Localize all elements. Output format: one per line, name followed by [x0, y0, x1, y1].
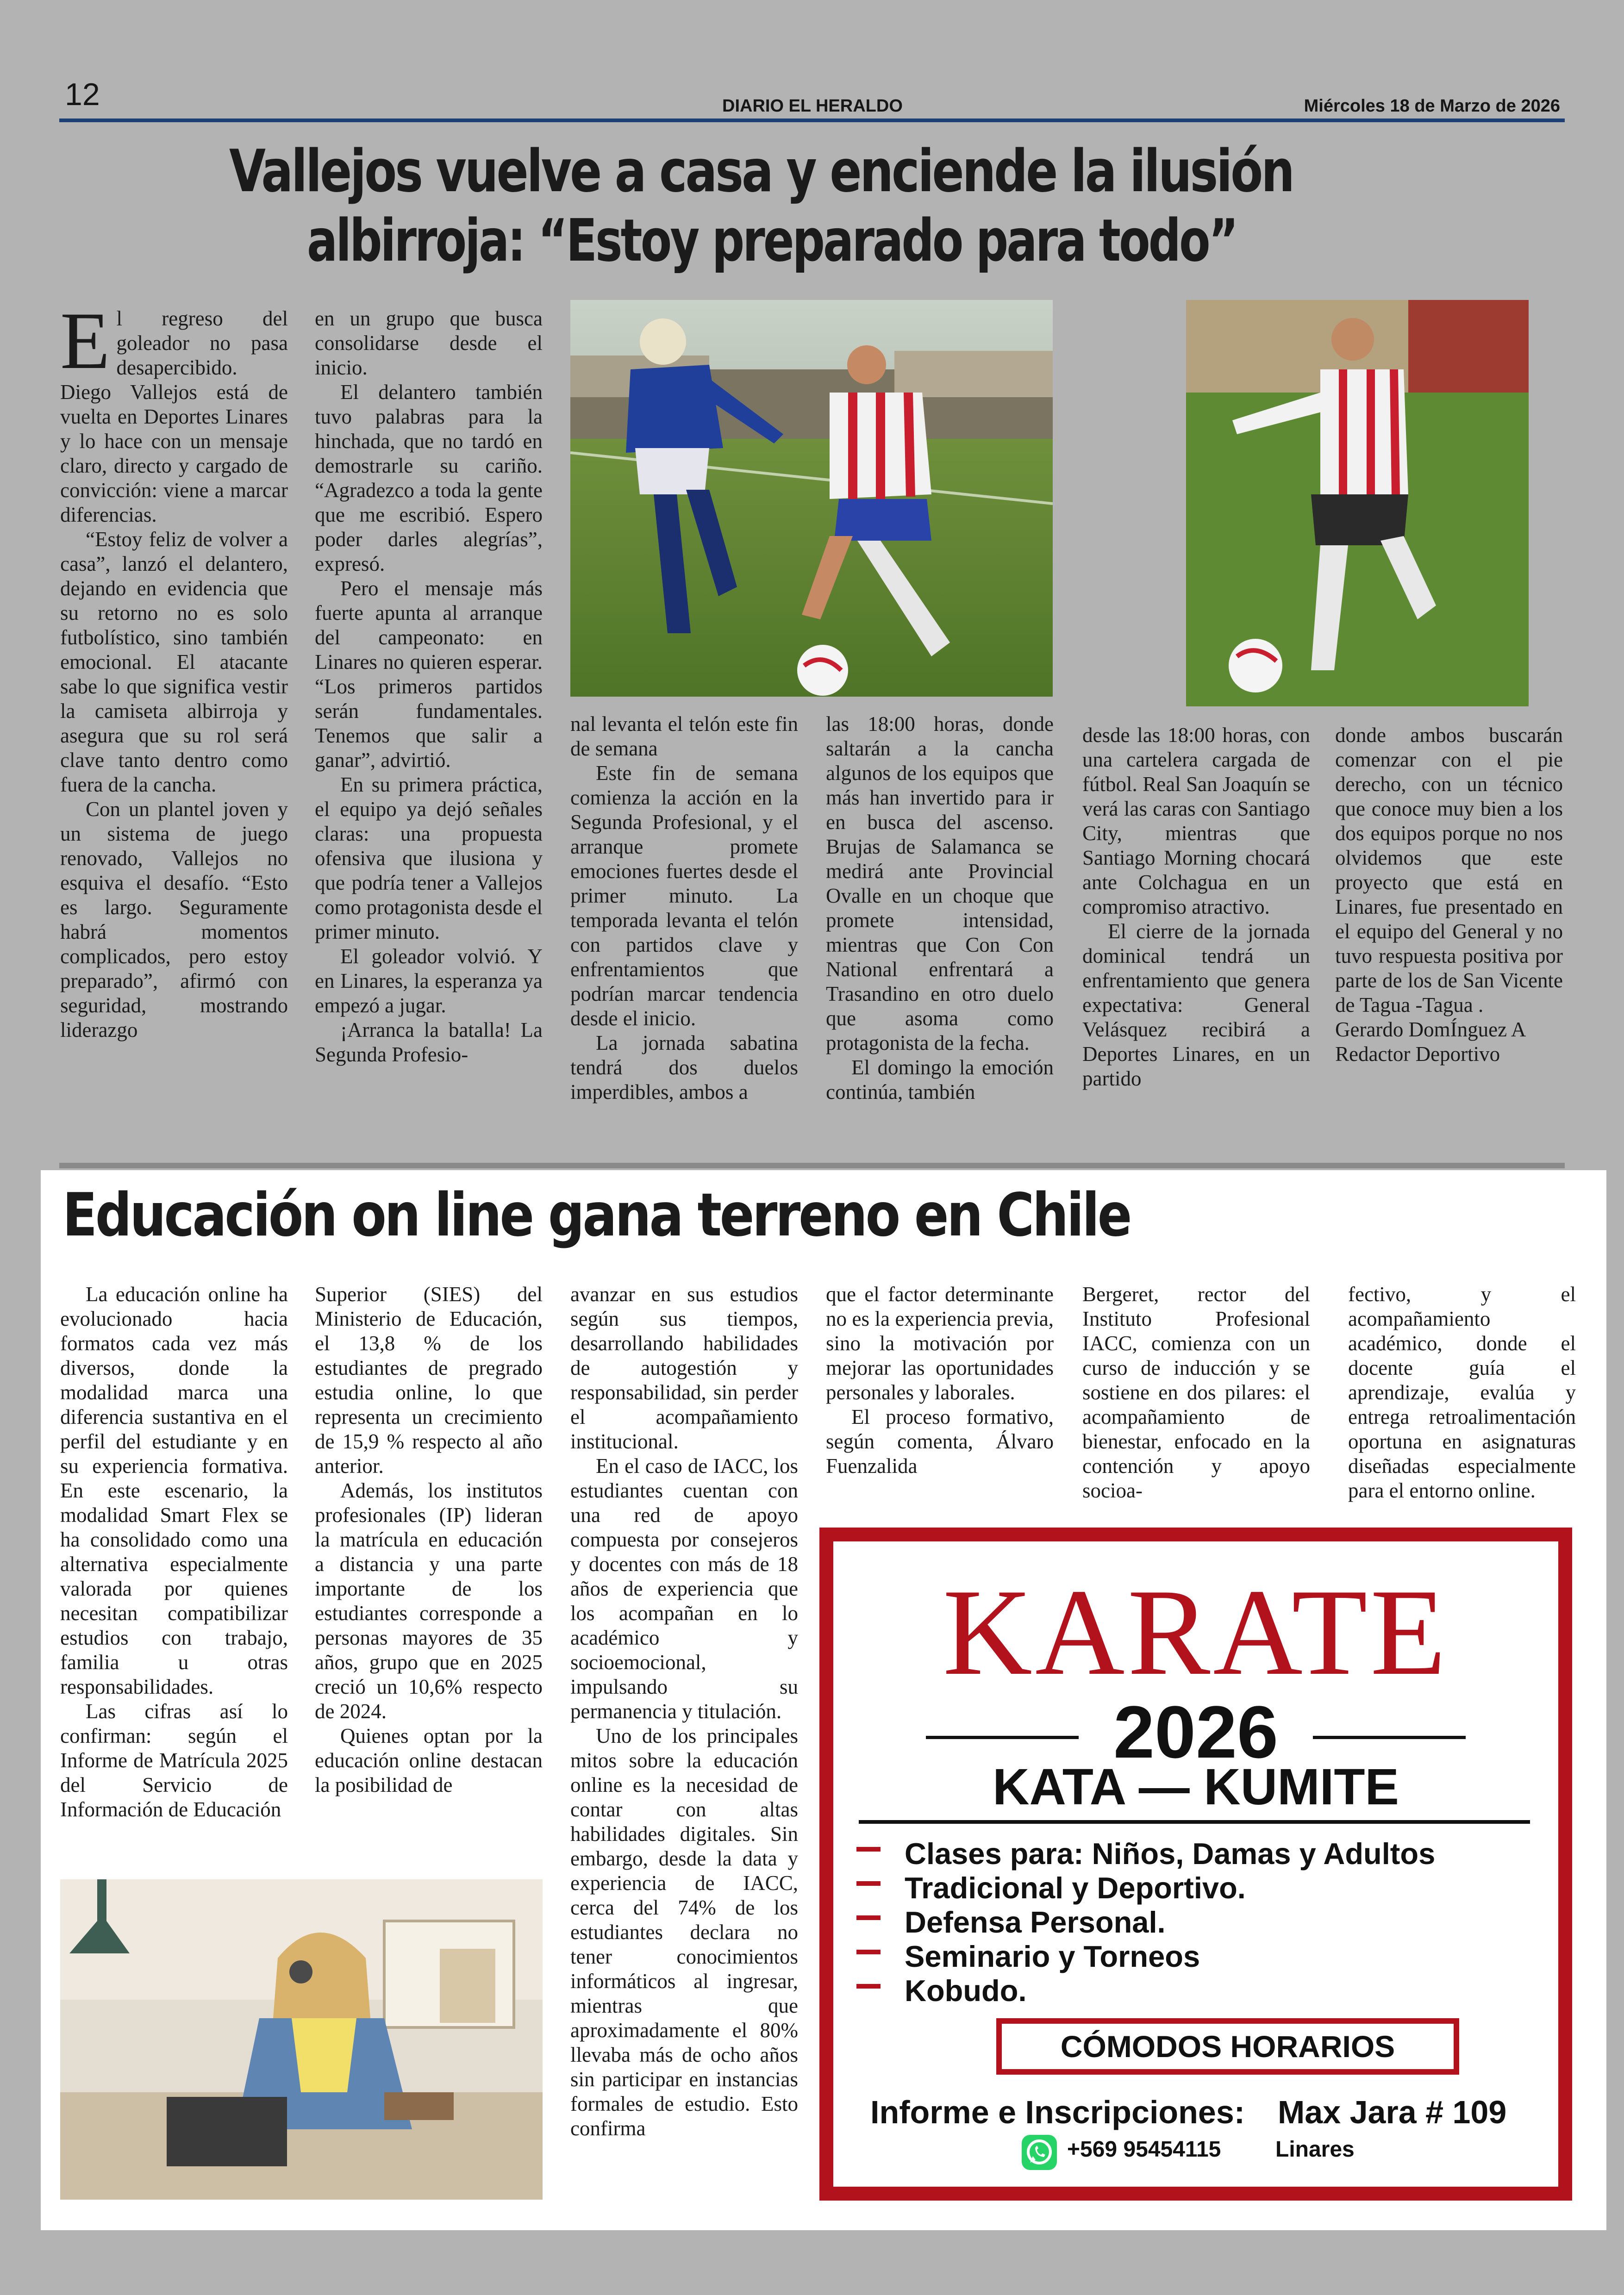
- article1-col2: [315, 306, 543, 1067]
- paragraph: fectivo, y el acompañamiento académico, donde el docente guía el aprendizaje, evalúa y entrega retroalimentación oportuna en asignaturas diseñadas especialmente para el entorno online.: [1348, 1283, 1576, 1502]
- paragraph: las 18:00 horas, donde saltarán a la cancha algunos de los equipos que más han invertido para ir en busca del ascenso. Brujas de Salamanca se medirá ante Provincial Ovalle en un choque que promete intensidad, mientras que Con Con National enfrentará a Trasandino en otro duelo que asoma como protagonista de la fecha.: [826, 712, 1054, 1054]
- bullet-dash: [856, 1881, 881, 1886]
- paragraph: La educación online ha evolucionado hacia formatos cada vez más diversos, donde la modalidad marca una diferencia sustantiva en el perfil del estudiante y en su experiencia formativa. En este escenario, la modalidad Smart Flex se ha consolidado como una alternativa especialmente valorada por quienes necesitan compatibilizar estudios con trabajo, familia u otras responsabilidades.: [60, 1283, 288, 1698]
- soccer-player-photo: [1186, 300, 1529, 706]
- article2-col1: [60, 1282, 288, 1822]
- article2-col2: [315, 1282, 543, 1797]
- paragraph: El cierre de la jornada dominical tendrá un enfrentamiento que genera expectativa: General Velásquez recibirá a Deportes Linares, en un partido: [1082, 920, 1310, 1090]
- paragraph: Uno de los principales mitos sobre la educación online es la necesidad de contar con altas habilidades digitales. Sin embargo, desde la data y experiencia de IACC, cerca del 74% de los estudiantes declara no tener conocimientos informáticos al ingresar, mientras que aproximadamente el 80% llevaba más de ocho años sin participar en instancias formales de estudio. Esto confirma: [570, 1724, 798, 2140]
- student-laptop-photo: [60, 1879, 543, 2200]
- paper-name: DIARIO EL HERALDO: [722, 96, 903, 116]
- header-rule: [59, 118, 1565, 122]
- ad-item: Tradicional y Deportivo.: [905, 1871, 1246, 1905]
- article1-col4: [826, 712, 1054, 1104]
- article2-col5: [1082, 1282, 1310, 1503]
- ad-item: Kobudo.: [905, 1974, 1027, 2008]
- article1-col3: [570, 712, 798, 1104]
- ad-item: Clases para: Niños, Damas y Adultos: [905, 1837, 1436, 1871]
- paragraph: El delantero también tuvo palabras para la hinchada, que no tardó en demostrarle su cariño. “Agradezco a toda la gente que me escribió. Espero poder darles alegrías”, expresó.: [315, 380, 543, 575]
- paragraph: El domingo la emoción continúa, también: [826, 1056, 1054, 1104]
- ad-address: Max Jara # 109: [1278, 2094, 1507, 2130]
- ad-rule-under: [859, 1820, 1530, 1824]
- ad-title: KARATE: [943, 1563, 1449, 1701]
- paragraph: donde ambos buscarán comenzar con el pie derecho, con un técnico que conoce muy bien a los dos equipos porque no nos olvidemos que este proyecto que está en Linares, fue presentado en el equipo del General y no tuvo respuesta positiva por parte de los de San Vicente de Tagua -Tagua .: [1335, 723, 1563, 1017]
- paragraph: En su primera práctica, el equipo ya dejó señales claras: una propuesta ofensiva que ilusiona y que podría tener a Vallejos como protagonista desde el primer minuto.: [315, 773, 543, 943]
- ad-rule-right: [1313, 1736, 1466, 1739]
- article1-col5: [1082, 723, 1310, 1091]
- paragraph: El proceso formativo, según comenta, Álvaro Fuenzalida: [826, 1405, 1054, 1478]
- soccer-duel-photo: [570, 300, 1053, 697]
- ad-item: Seminario y Torneos: [905, 1940, 1200, 1973]
- paragraph: El goleador volvió. Y en Linares, la esperanza ya empezó a jugar.: [315, 945, 543, 1017]
- karate-ad: [819, 1528, 1572, 2201]
- article1-headline-line2: albirroja: “Estoy preparado para todo”: [307, 206, 1237, 274]
- paragraph: Este fin de semana comienza la acción en la Segunda Profesional, y el arranque promete emociones fuertes desde el primer minuto. La temporada levanta el telón con partidos clave y enfrentamientos que podrían marcar tendencia desde el inicio.: [570, 761, 798, 1030]
- ad-city: Linares: [1275, 2137, 1355, 2162]
- paragraph: En el caso de IACC, los estudiantes cuentan con una red de apoyo compuesta por consejeros y docentes con más de 18 años de experiencia que los acompañan en lo académico y socioemocional, impulsando su permanencia y titulación.: [570, 1454, 798, 1723]
- article2-col6: [1348, 1282, 1576, 1503]
- section-separator: [59, 1163, 1565, 1168]
- ad-phone: +569 95454115: [1067, 2137, 1221, 2162]
- paragraph: nal levanta el telón este fin de semana: [570, 712, 798, 760]
- paragraph: en un grupo que busca consolidarse desde el inicio.: [315, 307, 543, 379]
- paragraph: La jornada sabatina tendrá dos duelos imperdibles, ambos a: [570, 1031, 798, 1104]
- ad-year: 2026: [1113, 1690, 1278, 1773]
- article1-col6: [1335, 723, 1563, 1066]
- drop-cap: E: [60, 296, 110, 386]
- paragraph: desde las 18:00 horas, con una cartelera cargada de fútbol. Real San Joaquín se verá las caras con Santiago City, mientras que Santiago Morning chocará ante Colchagua en un compromiso atractivo.: [1082, 723, 1310, 918]
- ad-item: Defensa Personal.: [905, 1905, 1166, 1939]
- article1-col1: [60, 296, 288, 1042]
- ad-hours-box: CÓMODOS HORARIOS: [996, 2018, 1459, 2075]
- byline-role: Redactor Deportivo: [1335, 1042, 1500, 1066]
- paragraph: ¡Arranca la batalla! La Segunda Profesio-: [315, 1018, 543, 1066]
- ad-kata-kumite: KATA — KUMITE: [993, 1759, 1399, 1815]
- paragraph: “Estoy feliz de volver a casa”, lanzó el delantero, dejando en evidencia que su retorno no es solo futbolístico, sino también emocional. El atacante sabe lo que significa vestir la camiseta albirroja y asegura que su rol será clave tanto dentro como fuera de la cancha.: [60, 528, 288, 796]
- article2-col4: [826, 1282, 1054, 1478]
- byline-name: Gerardo DomÍnguez A: [1335, 1018, 1526, 1041]
- paragraph: Con un plantel joven y un sistema de juego renovado, Vallejos no esquiva el desafío. “Esto es largo. Seguramente habrá momentos complicados, pero estoy preparado”, afirmó con seguridad, mostrando liderazgo: [60, 798, 288, 1041]
- lead-paragraph: l regreso del goleador no pasa desapercibido. Diego Vallejos está de vuelta en Deportes Linares y lo hace con un mensaje claro, directo y cargado de convicción: viene a marcar diferencias.: [60, 307, 288, 526]
- bullet-dash: [856, 1847, 881, 1852]
- article2-headline: Educación on line gana terreno en Chile: [62, 1181, 1131, 1250]
- paragraph: Quienes optan por la educación online destacan la posibilidad de: [315, 1724, 543, 1796]
- whatsapp-icon: [1022, 2135, 1057, 2170]
- bullet-dash: [856, 1950, 881, 1954]
- paragraph: Además, los institutos profesionales (IP) lideran la matrícula en educación a distancia y una parte importante de los estudiantes corresponde a personas mayores de 35 años, grupo que en 2025 creció un 10,6% respecto de 2024.: [315, 1479, 543, 1723]
- bullet-dash: [856, 1915, 881, 1920]
- paragraph: avanzar en sus estudios según sus tiempos, desarrollando habilidades de autogestión y responsabilidad, sin perder el acompañamiento institucional.: [570, 1283, 798, 1453]
- paragraph: Las cifras así lo confirman: según el Informe de Matrícula 2025 del Servicio de Información de Educación: [60, 1700, 288, 1821]
- article2-col3: [570, 1282, 798, 2141]
- paragraph: Superior (SIES) del Ministerio de Educación, el 13,8 % de los estudiantes de pregrado estudia online, lo que representa un crecimiento de 15,9 % respecto al año anterior.: [315, 1283, 543, 1478]
- paragraph: Bergeret, rector del Instituto Profesional IACC, comienza con un curso de inducción y se sostiene en dos pilares: el acompañamiento de bienestar, enfocado en la contención y apoyo socioa-: [1082, 1283, 1310, 1502]
- paragraph: Pero el mensaje más fuerte apunta al arranque del campeonato: en Linares no quieren esperar. “Los primeros partidos serán fundamentales. Tenemos que salir a ganar”, advirtió.: [315, 577, 543, 772]
- ad-info-label: Informe e Inscripciones:: [870, 2094, 1245, 2130]
- article1-headline-line1: Vallejos vuelve a casa y enciende la ilusión: [229, 137, 1293, 205]
- paragraph: que el factor determinante no es la experiencia previa, sino la motivación por mejorar las oportunidades personales y laborales.: [826, 1283, 1054, 1404]
- bullet-dash: [856, 1984, 881, 1989]
- issue-date: Miércoles 18 de Marzo de 2026: [1304, 96, 1560, 116]
- page-number: 12: [65, 77, 100, 112]
